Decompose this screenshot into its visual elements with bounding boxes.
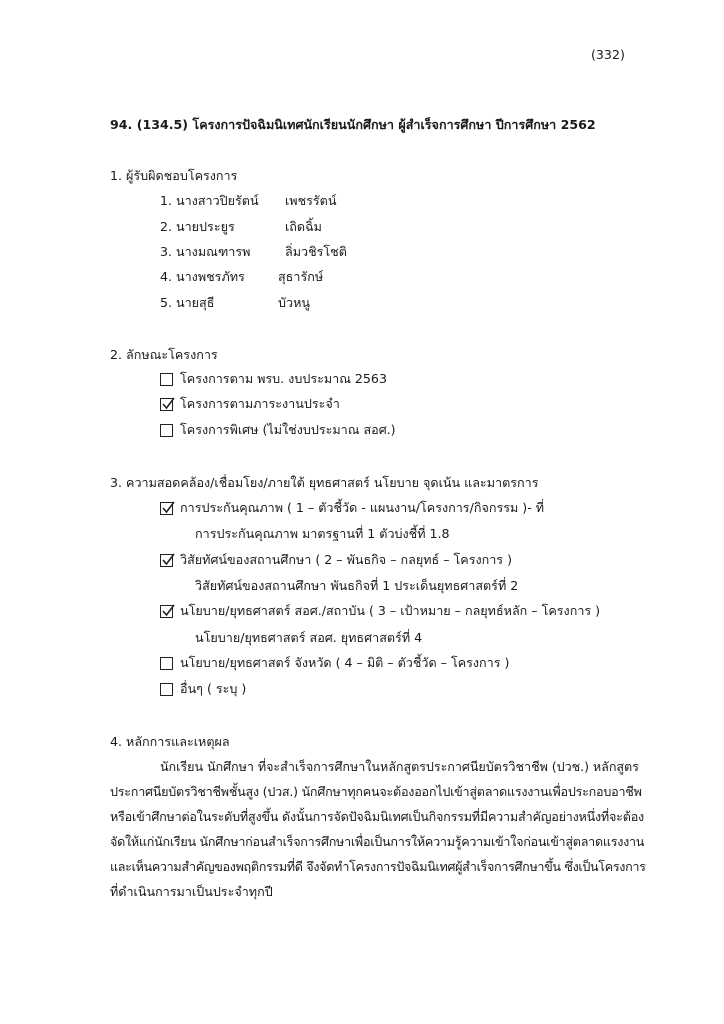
rationale-paragraph: [110, 754, 646, 904]
paragraph-line: และเห็นความสำคัญของพฤติกรรมที่ดี จึงจัดทำโครงการปัจฉิมนิเทศผู้สำเร็จการศึกษาขึ้น ซึ่งเป็นโครงการ: [110, 859, 646, 874]
person-name: นายประยูร: [176, 219, 235, 234]
checked-checkbox-icon: [160, 554, 173, 567]
person-number: 1.: [160, 193, 173, 208]
paragraph-line: จัดให้แก่นักเรียน นักศึกษาก่อนสำเร็จการศึกษาเพื่อเป็นการให้ความรู้ความเข้าใจก่อนเข้าสู่ตลาดแรงงาน: [110, 834, 645, 849]
paragraph-line: ที่ดำเนินการมาเป็นประจำทุกปี: [110, 884, 273, 899]
person-name: นางสาวปิยรัตน์: [176, 193, 259, 208]
unchecked-checkbox-icon: [160, 657, 173, 670]
person-name: นายสุธี: [176, 295, 215, 310]
item-label: นโยบาย/ยุทธศาสตร์ จังหวัด ( 4 – มิติ – ตัวชี้วัด – โครงการ ): [180, 655, 510, 670]
item-detail: วิสัยทัศน์ของสถานศึกษา พันธกิจที่ 1 ประเด็นยุทธศาสตร์ที่ 2: [195, 578, 519, 593]
section-4-heading: 4. หลักการและเหตุผล: [110, 734, 230, 749]
document-title: 94. (134.5) โครงการปัจฉิมนิเทศนักเรียนนักศึกษา ผู้สำเร็จการศึกษา ปีการศึกษา 2562: [110, 117, 596, 132]
item-detail: นโยบาย/ยุทธศาสตร์ สอศ. ยุทธศาสตร์ที่ 4: [195, 630, 423, 645]
page-number: (332): [591, 47, 625, 62]
option-label: โครงการพิเศษ (ไม่ใช่งบประมาณ สอศ.): [180, 422, 396, 437]
section-3-heading: 3. ความสอดคล้อง/เชื่อมโยง/ภายใต้ ยุทธศาสตร์ นโยบาย จุดเน้น และมาตรการ: [110, 475, 539, 490]
option-label: โครงการตาม พรบ. งบประมาณ 2563: [180, 371, 387, 386]
person-name: นางพชรภัทร: [176, 269, 245, 284]
person-number: 4.: [160, 269, 173, 284]
checked-checkbox-icon: [160, 502, 173, 515]
person-number: 3.: [160, 244, 173, 259]
person-surname: บัวหนู: [278, 295, 310, 310]
person-surname: สุธารักษ์: [278, 269, 324, 284]
unchecked-checkbox-icon: [160, 424, 173, 437]
person-name: นางมณฑารพ: [176, 244, 251, 259]
unchecked-checkbox-icon: [160, 373, 173, 386]
section-2-heading: 2. ลักษณะโครงการ: [110, 347, 218, 362]
paragraph-line: ประกาศนียบัตรวิชาชีพชั้นสูง (ปวส.) นักศึกษาทุกคนจะต้องออกไปเข้าสู่ตลาดแรงงานเพื่อประกอบอาชีพ: [110, 784, 642, 799]
person-surname: ลิ่มวชิรโชติ: [285, 244, 347, 259]
item-label: วิสัยทัศน์ของสถานศึกษา ( 2 – พันธกิจ – กลยุทธ์ – โครงการ ): [180, 552, 512, 567]
paragraph-line: หรือเข้าศึกษาต่อในระดับที่สูงขึ้น ดังนั้นการจัดปัจฉิมนิเทศเป็นกิจกรรมที่มีความสำคัญอย่างหนึ่งที่จะต้อง: [110, 809, 644, 824]
item-label: อื่นๆ ( ระบุ ): [180, 681, 247, 696]
option-label: โครงการตามภาระงานประจำ: [180, 396, 340, 411]
person-number: 2.: [160, 219, 173, 234]
item-detail: การประกันคุณภาพ มาตรฐานที่ 1 ตัวบ่งชี้ที่ 1.8: [195, 526, 450, 541]
paragraph-line: นักเรียน นักศึกษา ที่จะสำเร็จการศึกษาในหลักสูตรประกาศนียบัตรวิชาชีพ (ปวช.) หลักสูตร: [160, 759, 639, 774]
section-1-heading: 1. ผู้รับผิดชอบโครงการ: [110, 168, 238, 183]
item-label: การประกันคุณภาพ ( 1 – ตัวชี้วัด - แผนงาน/โครงการ/กิจกรรม )- ที่: [180, 500, 545, 515]
checked-checkbox-icon: [160, 605, 173, 618]
person-number: 5.: [160, 295, 173, 310]
person-surname: เถิดฉิ้ม: [285, 219, 322, 234]
item-label: นโยบาย/ยุทธศาสตร์ สอศ./สถาบัน ( 3 – เป้าหมาย – กลยุทธ์หลัก – โครงการ ): [180, 603, 601, 618]
person-surname: เพชรรัตน์: [285, 193, 337, 208]
checked-checkbox-icon: [160, 398, 173, 411]
unchecked-checkbox-icon: [160, 683, 173, 696]
